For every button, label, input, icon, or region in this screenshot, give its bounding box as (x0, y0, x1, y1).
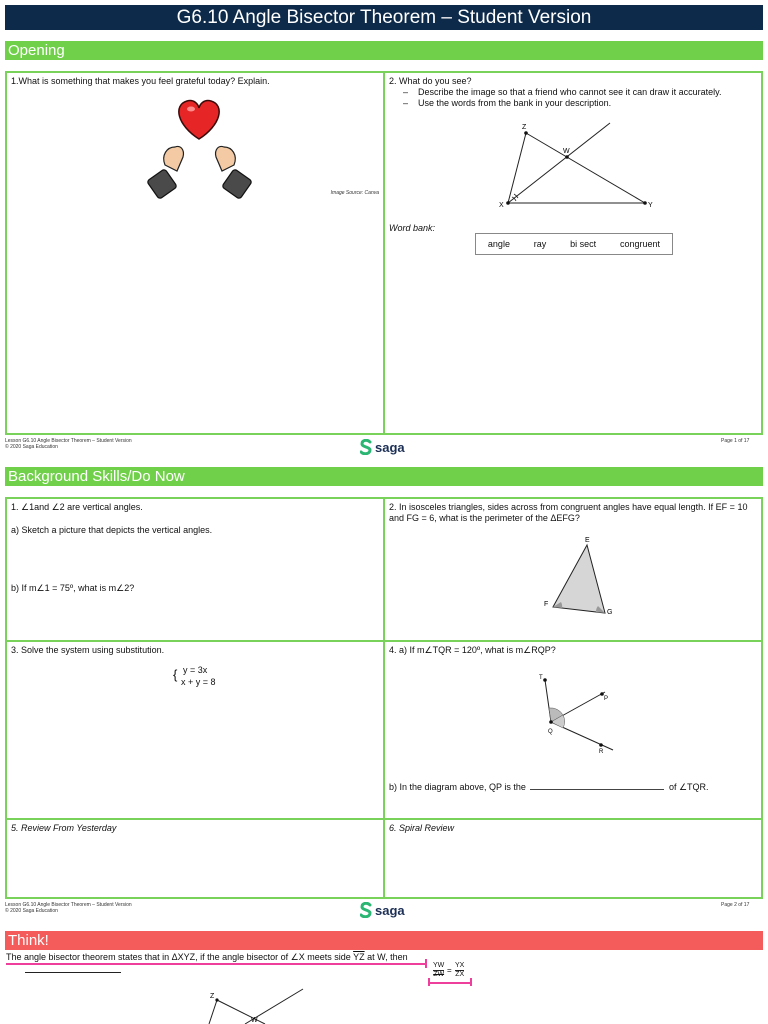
think-text-post: at W, then (364, 952, 408, 962)
bg-q1b-text: b) If m∠1 = 75º, what is m∠2? (11, 583, 135, 593)
label-g: G (607, 609, 613, 616)
bg-q4b-text (389, 782, 709, 793)
bg-q3-text: 3. Solve the system using substitution. (11, 645, 165, 655)
bg-q4b-suffix: of ∠TQR. (668, 782, 709, 792)
bullet-2-text: Use the words from the bank in your description. (418, 98, 612, 108)
angle-tqr-figure (535, 670, 615, 755)
label-z: Z (210, 993, 215, 1000)
ratio-left-den: ZW (433, 971, 445, 978)
bg-q2-cell (385, 499, 761, 642)
section-opening-header: Opening (5, 41, 763, 60)
label-t: T (539, 675, 543, 681)
label-x: X (499, 202, 504, 209)
label-z: Z (522, 124, 527, 131)
footer-page-1: Page 1 of 17 (721, 438, 750, 444)
label-q: Q (548, 729, 553, 735)
opening-q1-cell (7, 73, 385, 433)
saga-logo-2 (360, 902, 405, 918)
word-bank-item: ray (533, 239, 547, 249)
saga-logo-icon (360, 439, 372, 455)
label-y: Y (648, 202, 653, 209)
ratio-left (433, 962, 444, 979)
pink-ratio-annotation (428, 982, 472, 984)
footer-lesson-2: Lesson G6.10 Angle Bisector Theorem – Student Version (5, 902, 132, 908)
ratio-left-num: YW (433, 962, 445, 969)
opening-q2-bullet-1: – Describe the image so that a friend who cannot see it can draw it accurately. (403, 87, 722, 97)
section-think-header: Think! (5, 931, 763, 950)
pink-underline-annotation (6, 963, 426, 965)
label-r: R (599, 749, 604, 755)
opening-q1-text: 1.What is something that makes you feel grateful today? Explain. (11, 76, 270, 86)
image-source-caption: Image Source: Canva (330, 190, 379, 196)
bg-q1a-text: a) Sketch a picture that depicts the vertical angles. (11, 525, 213, 535)
ratio-right-num: YX (455, 962, 465, 969)
opening-q2-bullet-2: – Use the words from the bank in your description. (403, 98, 612, 108)
equation-2: x + y = 8 (181, 677, 216, 687)
bg-q5-cell (7, 820, 385, 897)
pink-ratio-tick-left (428, 978, 430, 986)
bg-q2-text: 2. In isosceles triangles, sides across from congruent angles have equal length. If EF = 10 and FG = 6, what is the perimeter of the ΔEFG? (389, 502, 748, 523)
label-e: E (585, 537, 590, 544)
word-bank-item: angle (487, 239, 510, 249)
word-bank-box (475, 233, 673, 255)
answer-blank[interactable] (530, 789, 664, 790)
think-text-pre: The angle bisector theorem states that in ΔXYZ, if the angle bisector of ∠X meets side (6, 952, 354, 962)
ratio-equals: = (447, 966, 452, 975)
label-w: W (563, 148, 570, 155)
footer-page-2: Page 2 of 17 (721, 902, 750, 908)
grateful-hands-heart-icon (147, 95, 252, 199)
bg-q4a-text: 4. a) If m∠TQR = 120º, what is m∠RQP? (389, 645, 556, 655)
equation-1: y = 3x (183, 665, 208, 675)
pink-ratio-tick-right (470, 978, 472, 986)
ratio-right (455, 962, 464, 979)
bg-q4b-prefix: b) In the diagram above, QP is the (389, 782, 526, 792)
footer-lesson-1: Lesson G6.10 Angle Bisector Theorem – Student Version (5, 438, 132, 444)
bullet-1-text: Describe the image so that a friend who cannot see it can draw it accurately. (418, 87, 722, 97)
footer-copyright-2: © 2020 Saga Education (5, 908, 58, 914)
think-side-yz: $\overline{YZ}$ (353, 952, 365, 962)
system-brace: { (173, 667, 178, 682)
bg-q1-title: 1. ∠1and ∠2 are vertical angles. (11, 502, 143, 512)
pink-tick-annotation (425, 959, 427, 968)
ratio-right-den: ZX (455, 971, 465, 978)
bg-q6-text: 6. Spiral Review (389, 823, 455, 833)
opening-grid (5, 71, 763, 435)
page-title: G6.10 Angle Bisector Theorem – Student Version (5, 5, 763, 30)
background-grid (5, 497, 763, 899)
label-w: W (251, 1017, 258, 1024)
word-bank-label: Word bank: (389, 223, 436, 233)
think-triangle-figure (195, 986, 310, 1024)
blank-line (25, 972, 121, 973)
section-background-header: Background Skills/Do Now (5, 467, 763, 486)
triangle-xyz-figure (490, 118, 655, 213)
word-bank-item: congruent (620, 239, 661, 249)
opening-q2-title: 2. What do you see? (389, 76, 472, 86)
saga-logo-text: saga (375, 902, 405, 918)
bg-q5-text: 5. Review From Yesterday (11, 823, 117, 833)
bg-q3-cell (7, 642, 385, 820)
footer-copyright-1: © 2020 Saga Education (5, 444, 58, 450)
label-p: P (604, 696, 609, 702)
label-f: F (544, 601, 549, 608)
opening-q2-cell (385, 73, 761, 433)
saga-logo-text: saga (375, 439, 405, 455)
word-bank-item: bi sect (570, 239, 597, 249)
think-statement (6, 952, 408, 963)
isosceles-triangle-figure (535, 535, 615, 620)
bg-q1-cell (7, 499, 385, 642)
saga-logo-icon (360, 902, 372, 918)
bg-q6-cell (385, 820, 761, 897)
saga-logo-1 (360, 439, 405, 455)
bg-q4-cell (385, 642, 761, 820)
